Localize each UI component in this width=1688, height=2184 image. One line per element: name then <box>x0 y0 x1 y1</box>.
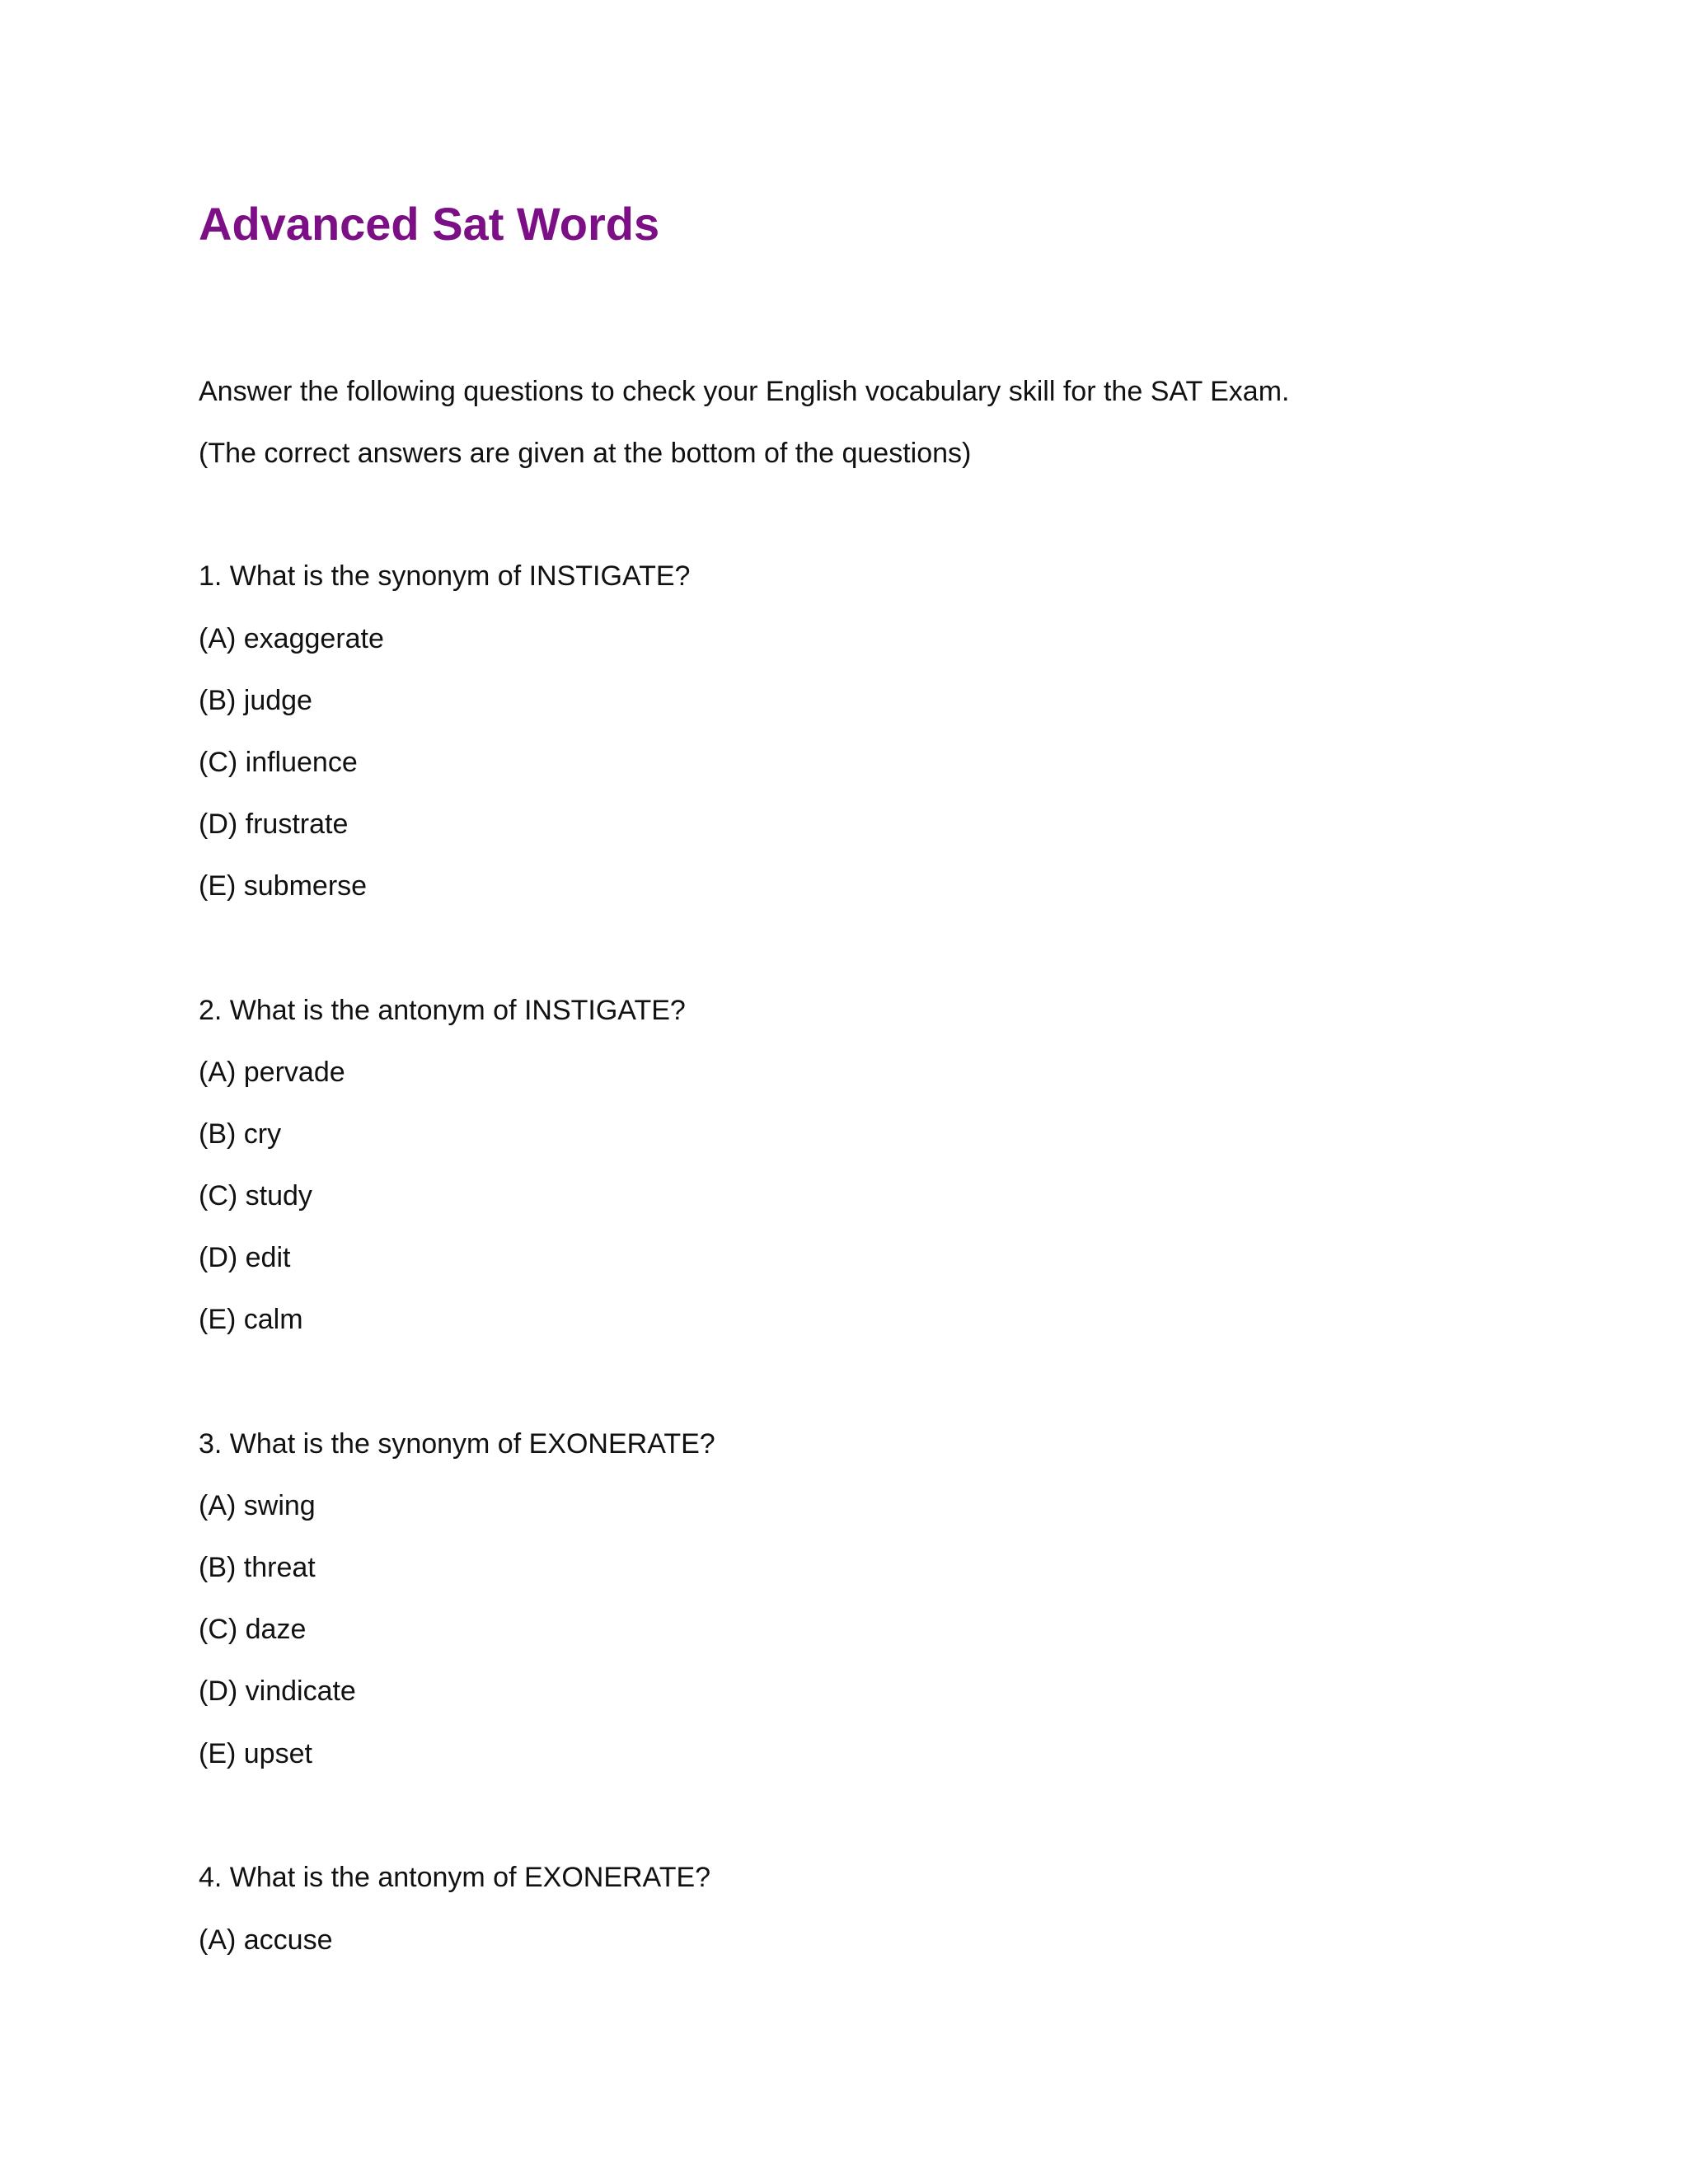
question-3-option-b: (B) threat <box>199 1552 316 1583</box>
question-2-option-a: (A) pervade <box>199 1057 345 1088</box>
question-1-option-a: (A) exaggerate <box>199 623 384 654</box>
page-title: Advanced Sat Words <box>199 198 660 250</box>
intro-text: Answer the following questions to check your English vocabulary skill for the SAT Exam. <box>199 376 1290 407</box>
question-3-option-e: (E) upset <box>199 1738 312 1769</box>
question-2-option-d: (D) edit <box>199 1242 291 1273</box>
question-2: 2. What is the antonym of INSTIGATE? <box>199 995 686 1026</box>
question-3-option-d: (D) vindicate <box>199 1675 356 1707</box>
question-2-option-c: (C) study <box>199 1180 312 1212</box>
question-4-option-a: (A) accuse <box>199 1924 333 1956</box>
question-4: 4. What is the antonym of EXONERATE? <box>199 1862 711 1893</box>
question-2-option-e: (E) calm <box>199 1304 303 1335</box>
question-1-option-e: (E) submerse <box>199 870 368 902</box>
question-1-option-c: (C) influence <box>199 747 358 778</box>
question-3-option-a: (A) swing <box>199 1490 316 1521</box>
answers-note: (The correct answers are given at the bottom of the questions) <box>199 438 972 469</box>
question-1: 1. What is the synonym of INSTIGATE? <box>199 560 691 592</box>
question-1-option-d: (D) frustrate <box>199 808 349 840</box>
question-1-option-b: (B) judge <box>199 685 312 716</box>
question-2-option-b: (B) cry <box>199 1118 282 1150</box>
question-3-option-c: (C) daze <box>199 1614 307 1645</box>
question-3: 3. What is the synonym of EXONERATE? <box>199 1428 715 1460</box>
